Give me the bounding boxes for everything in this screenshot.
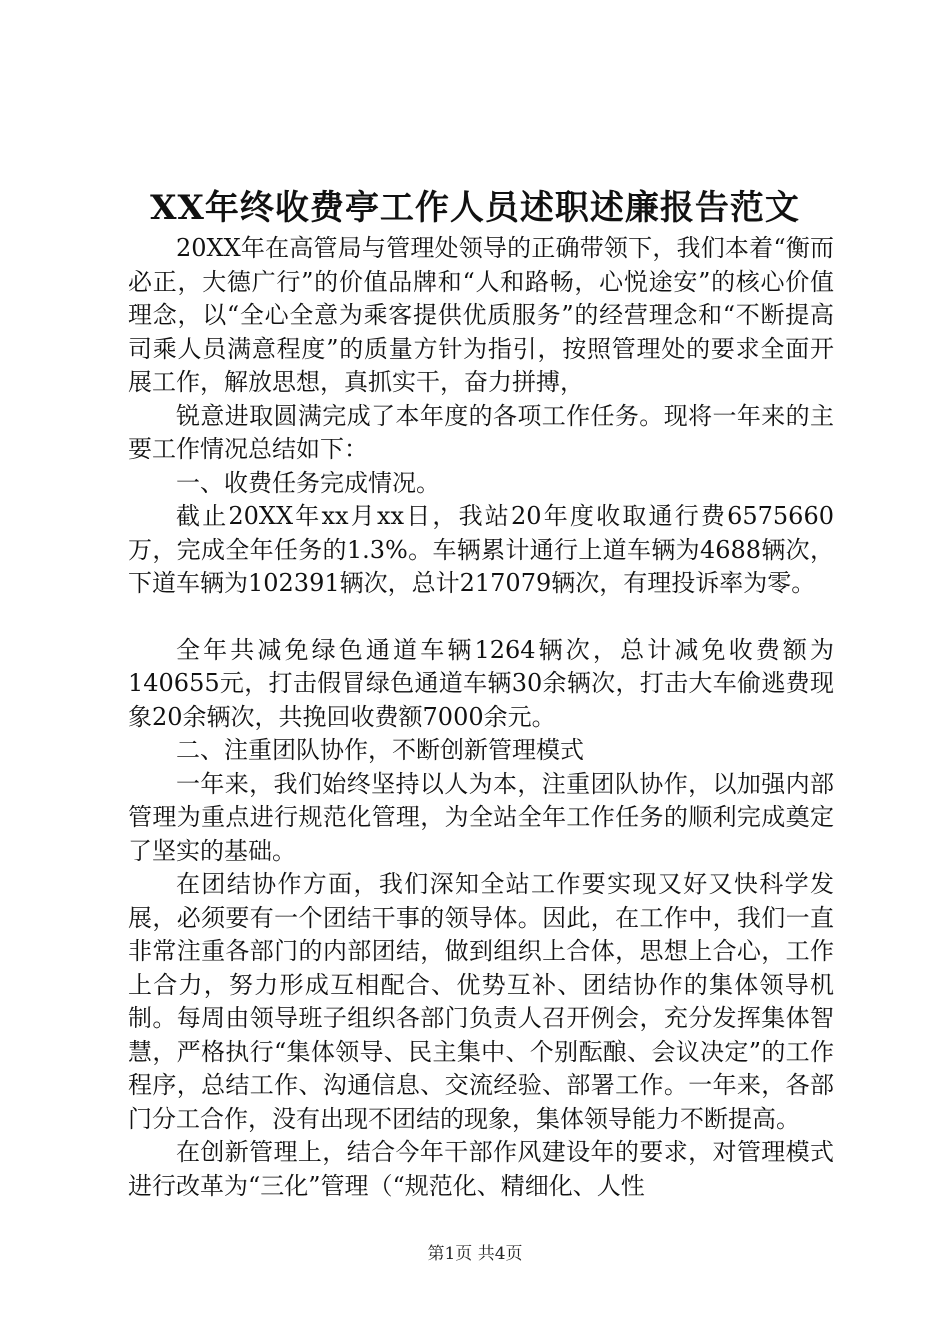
page-footer: 第1页 共4页 — [427, 1244, 523, 1264]
paragraph: 20XX年在高管局与管理处领导的正确带领下，我们本着“衡而必正，大德广行”的价值品牌和“人和路畅，心悦途安”的核心价值理念，以“全心全意为乘客提供优质服务”的经营理念和“不断提高司乘人员满意程度”的质量方针为指引，按照管理处的要求全面开展工作，解放思想，真抓实干，奋力拼搏， — [128, 234, 834, 396]
section-heading: 一、收费任务完成情况。 — [176, 468, 440, 497]
paragraph: 在创新管理上，结合今年干部作风建设年的要求，对管理模式进行改革为“三化”管理（“规范化、精细化、人性 — [128, 1138, 834, 1200]
section-heading: 二、注重团队协作，不断创新管理模式 — [176, 736, 584, 764]
paragraph: 在团结协作方面，我们深知全站工作要实现又好又快科学发展，必须要有一个团结干事的领导体。因此，在工作中，我们一直非常注重各部门的内部团结，做到组织上合体，思想上合心，工作上合力，努力形成互相配合、优势互补、团结协作的集体领导机制。每周由领导班子组织各部门负责人召开例会，充分发挥集体智慧，严格执行“集体领导、民主集中、个别酝酿、会议决定”的工作程序，总结工作、沟通信息、交流经验、部署工作。一年来，各部门分工合作，没有出现不团结的现象，集体领导能力不断提高。 — [128, 870, 834, 1133]
paragraph: 锐意进取圆满完成了本年度的各项工作任务。现将一年来的主要工作情况总结如下： — [128, 401, 834, 463]
paragraph: 截止20XX年xx月xx日，我站20年度收取通行费6575660万，完成全年任务的1.3%。车辆累计通行上道车辆为4688辆次，下道车辆为102391辆次，总计217079辆次，有理投诉率为零。 — [128, 502, 834, 597]
document-title: XX年终收费亭工作人员述职述廉报告范文 — [150, 188, 800, 228]
document-body — [128, 232, 834, 1203]
paragraph: 一年来，我们始终坚持以人为本，注重团队协作，以加强内部管理为重点进行规范化管理，为全站全年工作任务的顺利完成奠定了坚实的基础。 — [128, 769, 834, 865]
paragraph: 全年共减免绿色通道车辆1264辆次，总计减免收费额为140655元，打击假冒绿色通道车辆30余辆次，打击大车偷逃费现象20余辆次，共挽回收费额7000余元。 — [128, 635, 834, 731]
